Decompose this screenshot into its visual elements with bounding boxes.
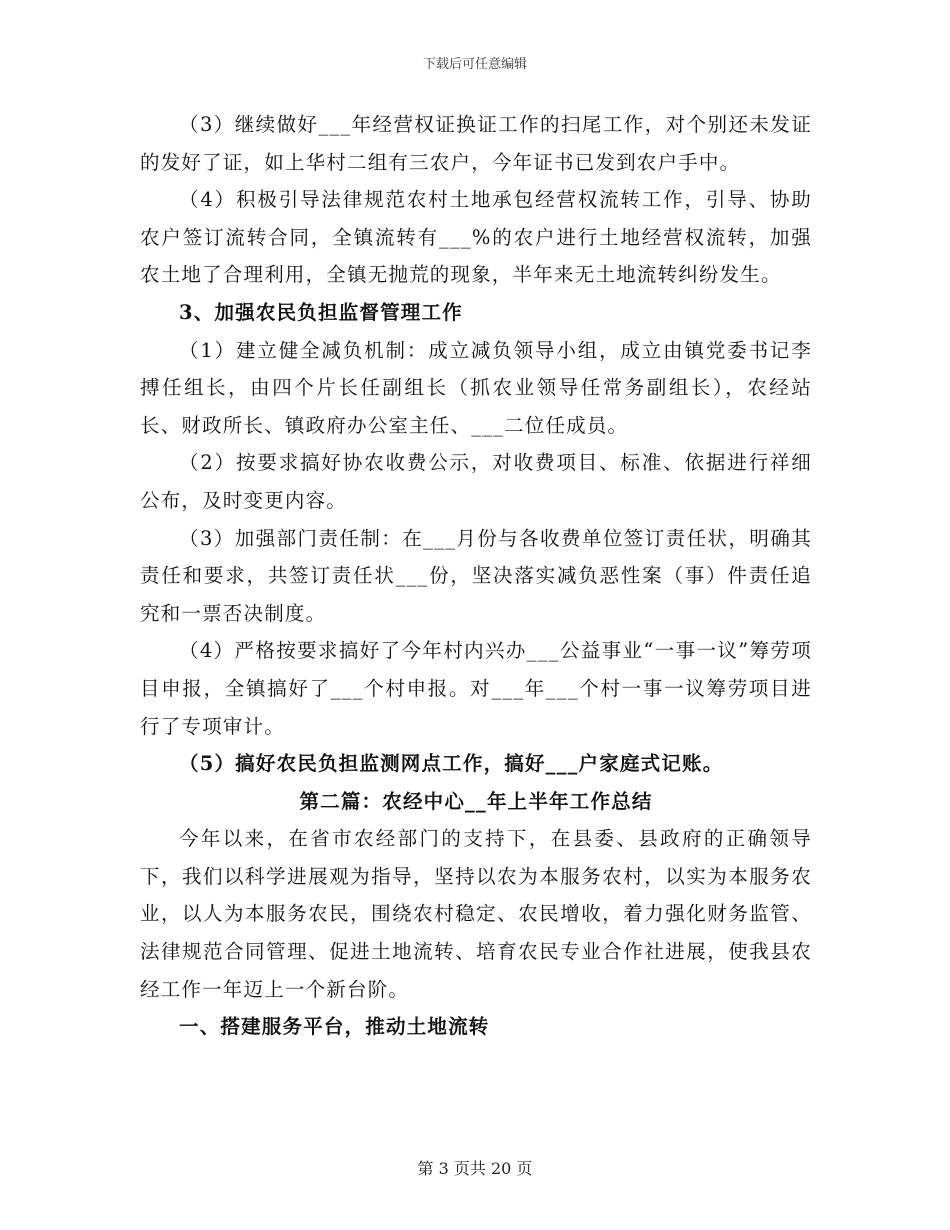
paragraph-4-public-welfare: （4）严格按要求搞好了今年村内兴办___公益事业“一事一议”筹劳项目申报，全镇搞好了___个村申报。对___年___个村一事一议筹劳项目进行了专项审计。 bbox=[140, 639, 812, 738]
paragraph-intro-summary: 今年以来，在省市农经部门的支持下，在县委、县政府的正确领导下，我们以科学进展观为指导，坚持以农为本服务农村，以实为本服务农业，以人为本服务农民，围绕农村稳定、农民增收，着力强化财务监管、法律规范合同管理、促进土地流转、培育农民专业合作社进展，使我县农经工作一年迈上一个新台阶。 bbox=[140, 827, 812, 1001]
paragraph-3-department-responsibility: （3）加强部门责任制：在___月份与各收费单位签订责任状，明确其责任和要求，共签订责任状___份，坚决落实减负恶性案（事）件责任追究和一票否决制度。 bbox=[140, 526, 812, 625]
section-heading-service-platform: 一、搭建服务平台，推动土地流转 bbox=[179, 1015, 490, 1039]
chapter-title-part-two: 第二篇：农经中心__年上半年工作总结 bbox=[299, 789, 653, 813]
paragraph-2-fee-publicity: （2）按要求搞好协农收费公示，对收费项目、标准、依据进行祥细公布，及时变更内容。 bbox=[140, 451, 812, 512]
page-header: 下载后可任意编辑 bbox=[422, 57, 527, 72]
paragraph-3-continue-certificate: （3）继续做好___年经营权证换证工作的扫尾工作，对个别还未发证的发好了证，如上华村二组有三农户，今年证书已发到农户手中。 bbox=[140, 113, 812, 174]
section-heading-farmer-burden: 3、加强农民负担监督管理工作 bbox=[179, 300, 463, 324]
document-body bbox=[140, 106, 812, 1046]
paragraph-5-monitoring: （5）搞好农民负担监测网点工作，搞好___户家庭式记账。 bbox=[179, 752, 724, 776]
page-footer: 第 3 页共 20 页 bbox=[417, 1159, 533, 1178]
paragraph-4-land-transfer: （4）积极引导法律规范农村土地承包经营权流转工作，引导、协助农户签订流转合同，全镇流转有___%的农户进行土地经营权流转，加强农土地了合理利用，全镇无抛荒的现象，半年来无土地流转纠纷发生。 bbox=[140, 188, 812, 287]
paragraph-1-burden-mechanism: （1）建立健全减负机制：成立减负领导小组，成立由镇党委书记李搏任组长，由四个片长任副组长（抓农业领导任常务副组长），农经站长、财政所长、镇政府办公室主任、___二位任成员。 bbox=[140, 338, 812, 437]
